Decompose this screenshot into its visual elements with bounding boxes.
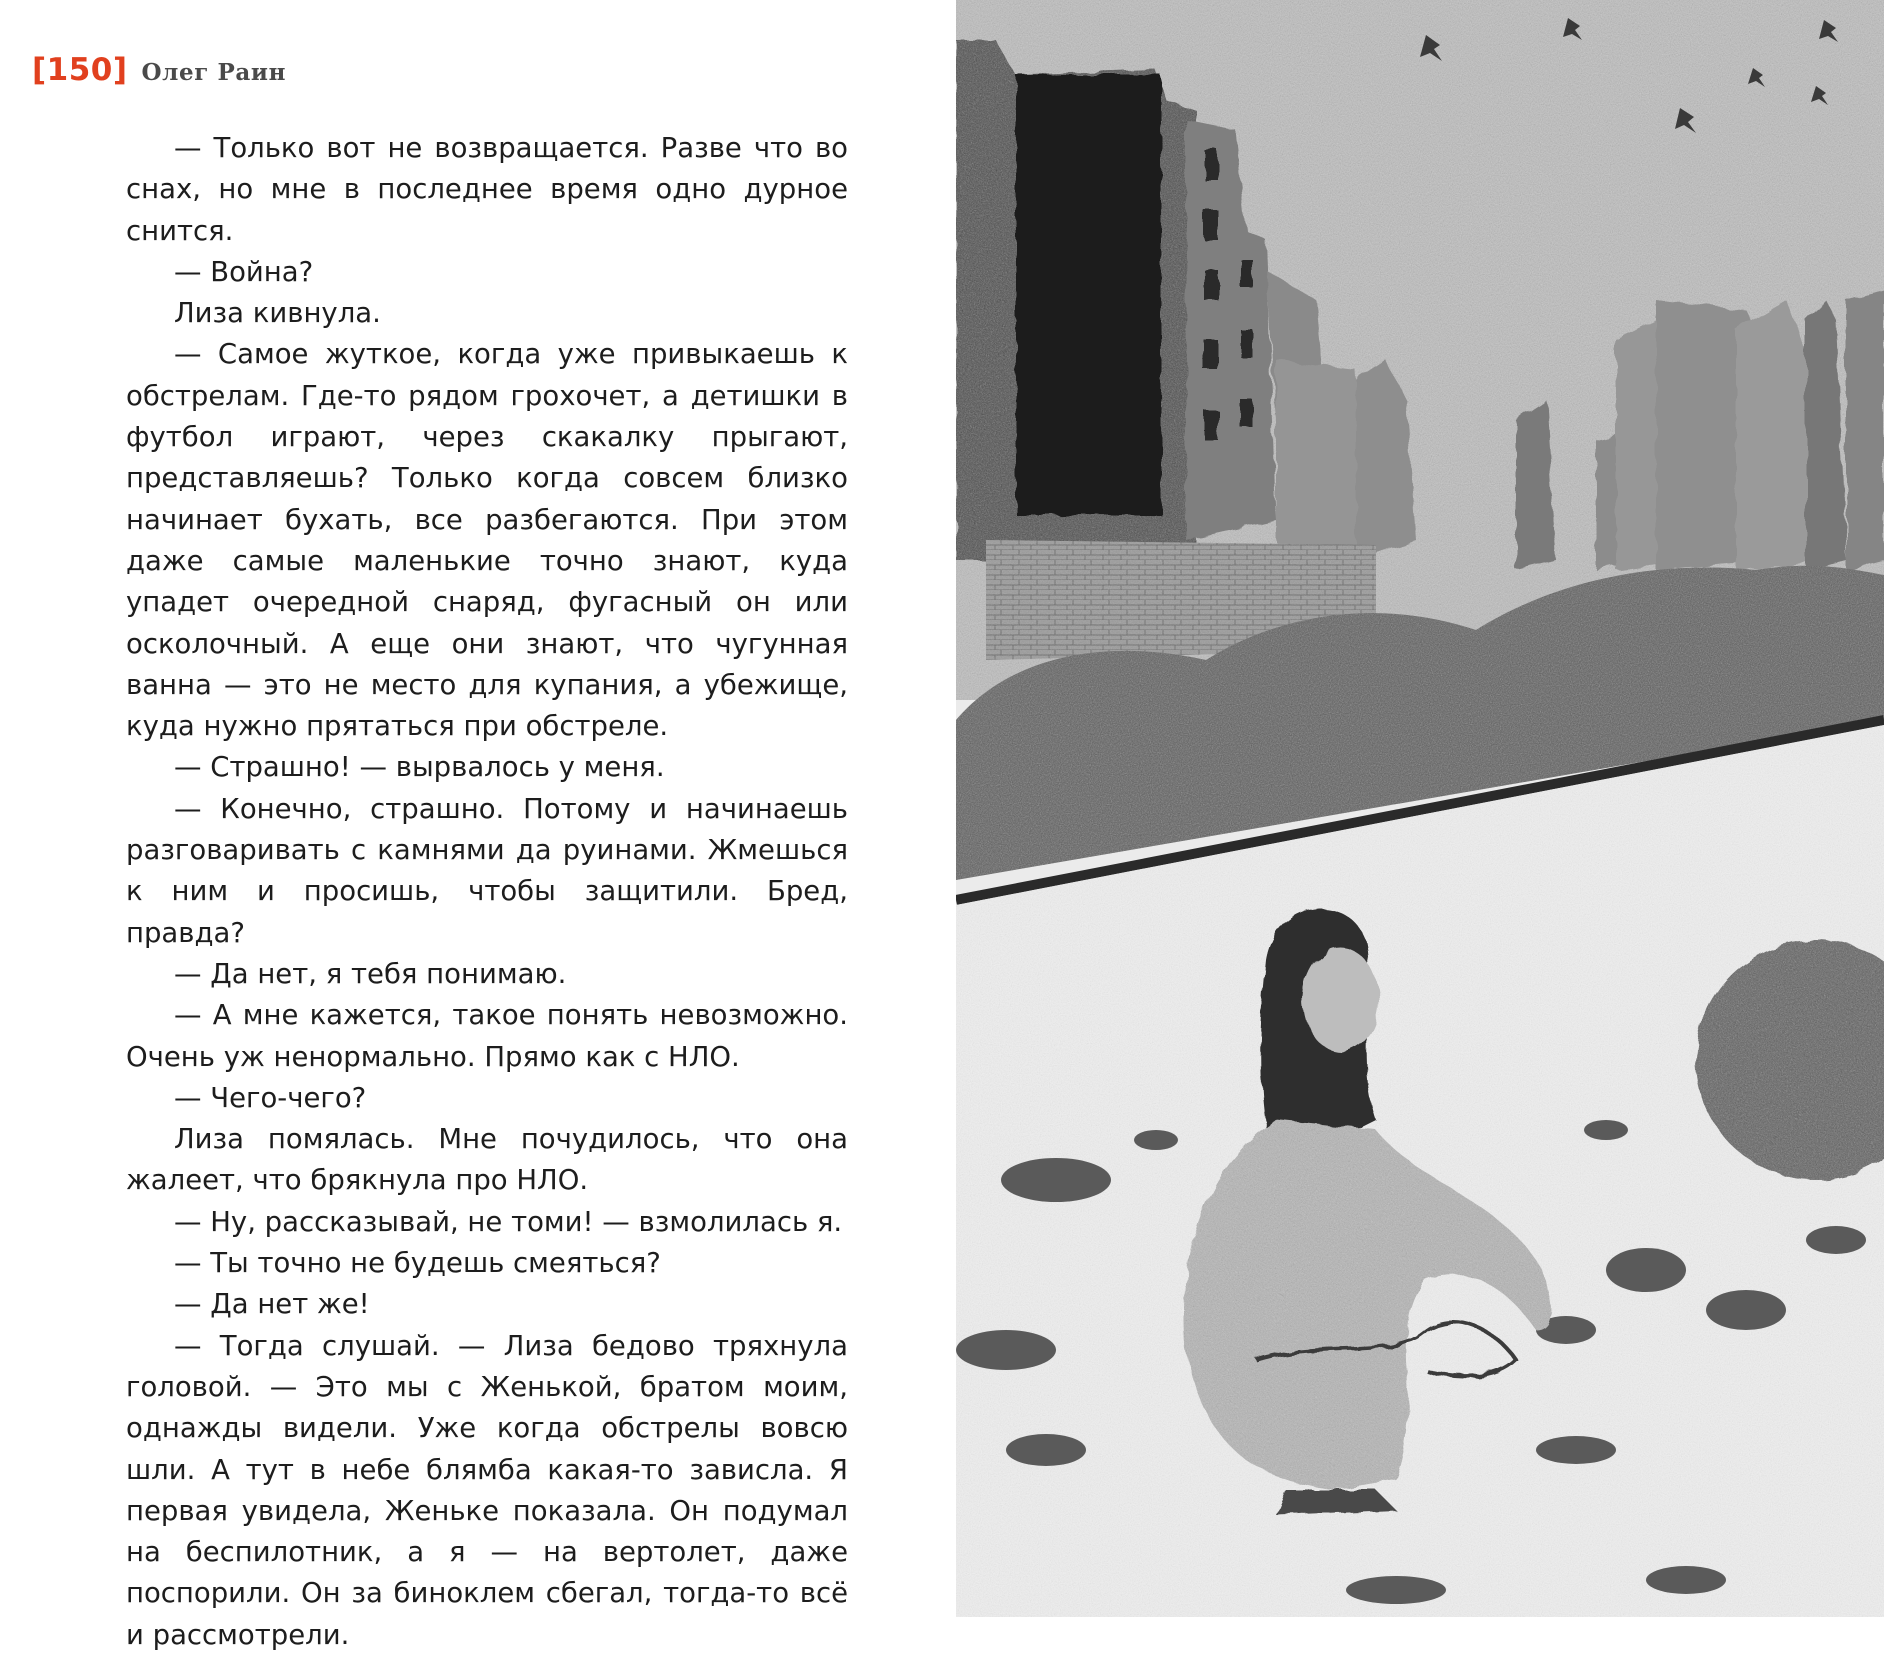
paragraph: — Чего-чего? <box>174 1081 367 1114</box>
paragraph: — Да нет же! <box>174 1288 370 1321</box>
illustration-drawing <box>956 0 1884 1617</box>
paragraph: — Страшно! — вырвалось у меня. <box>174 751 665 784</box>
page-number: [150] <box>32 52 128 88</box>
author-name: Олег Раин <box>141 59 287 86</box>
pencil-illustration <box>956 0 1884 1617</box>
paragraph: Лиза кивнула. <box>174 297 381 330</box>
paragraph: — Война? <box>174 255 314 288</box>
paragraph: — Ты точно не будешь смеяться? <box>174 1247 661 1280</box>
paragraph: — Тогда слушай. — Лиза бедово тряхнула головой. — Это мы с Женькой, братом моим, однажды видели. Уже когда обстрелы вовсю шли. А тут в небе блямба какая-то зависла. Я первая увидела, Женьке показала. Он подумал на беспилотник, а я — на вертолет, даже поспорили. Он за биноклем сбегал, тогда-то всё и рассмотрели. <box>126 1329 848 1651</box>
paragraph: — Только вот не возвращается. Разве что во снах, но мне в последнее время одно дурное снится. <box>126 132 848 247</box>
running-head <box>32 52 286 88</box>
paragraph: — Да нет, я тебя понимаю. <box>174 957 567 990</box>
paragraph: — А мне кажется, такое понять невозможно. Очень уж ненормально. Прямо как с НЛО. <box>126 999 848 1073</box>
paragraph: — Конечно, страшно. Потому и начинаешь разговаривать с камнями да руинами. Жмешься к ним и просишь, чтобы защитили. Бред, правда? <box>126 792 848 949</box>
paragraph: Лиза помялась. Мне почудилось, что она жалеет, что брякнула про НЛО. <box>126 1123 848 1197</box>
paragraph: — Ну, рассказывай, не томи! — взмолилась я. <box>174 1205 843 1238</box>
paragraph: — Самое жуткое, когда уже привыкаешь к обстрелам. Где-то рядом грохочет, а детишки в футбол играют, через скакалку прыгают, представляешь? Только когда совсем близко начинает бухать, все разбегаются. При этом даже самые маленькие точно знают, куда упадет очередной снаряд, фугасный он или осколочный. А еще они знают, что чугунная ванна — это не место для купания, а убежище, куда нужно прятаться при обстреле. <box>126 338 848 743</box>
body-text <box>126 128 848 1656</box>
